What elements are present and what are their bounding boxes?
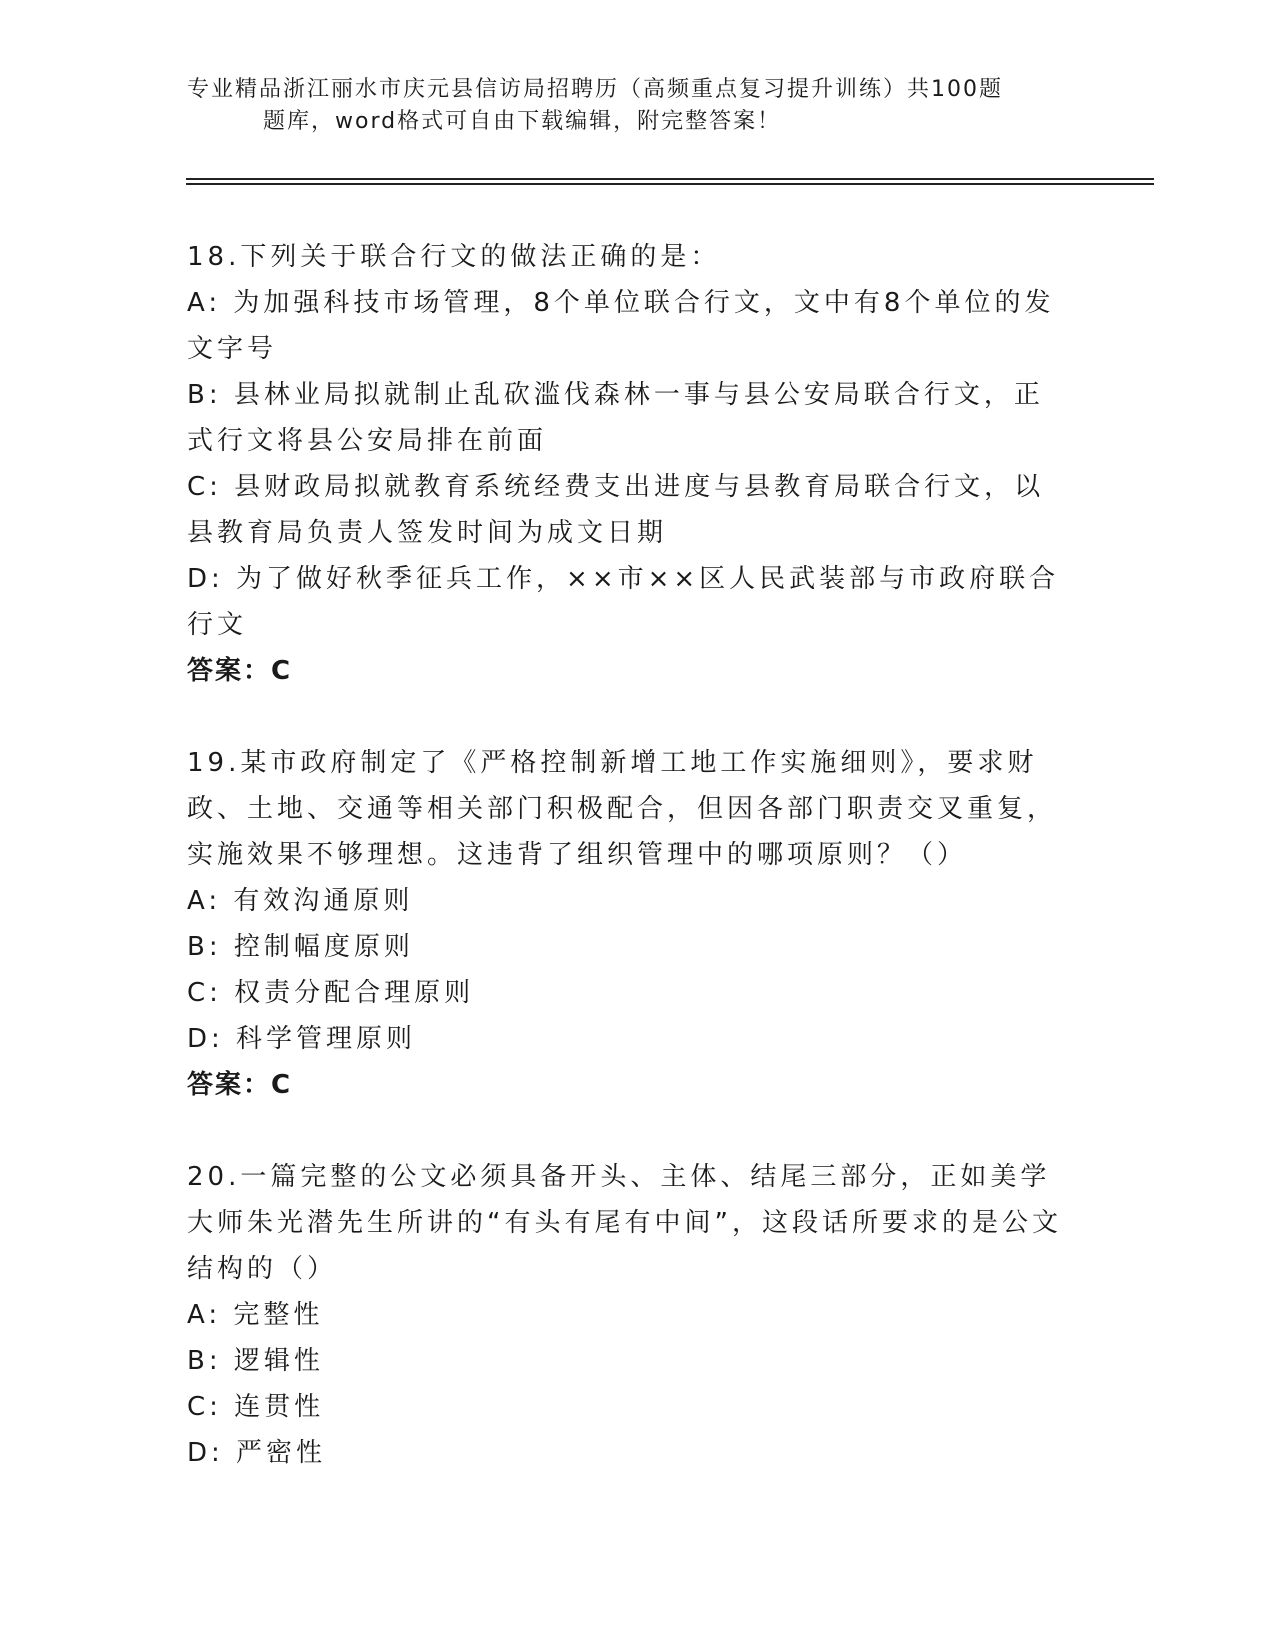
question-text: 20.一篇完整的公文必须具备开头、主体、结尾三部分，正如美学大师朱光潜先生所讲的“有头有尾有中间”，这段话所要求的是公文结构的（）: [187, 1162, 1062, 1284]
document-header: [187, 74, 1047, 138]
option-c: C: 连贯性: [187, 1392, 325, 1422]
header-line-1: 专业精品浙江丽水市庆元县信访局招聘历（高频重点复习提升训练）共100题: [187, 77, 1003, 102]
option-a: A: 有效沟通原则: [187, 886, 414, 916]
question-text: 18.下列关于联合行文的做法正确的是：: [187, 242, 721, 272]
question-20: [187, 1154, 1067, 1476]
option-d: D: 科学管理原则: [187, 1024, 417, 1054]
question-19: [187, 740, 1067, 1108]
option-a: A: 完整性: [187, 1300, 324, 1330]
option-c: C: 县财政局拟就教育系统经费支出进度与县教育局联合行文，以县教育局负责人签发时间为成文日期: [187, 472, 1045, 548]
question-list: [187, 234, 1067, 1522]
option-c: C: 权责分配合理原则: [187, 978, 475, 1008]
answer: 答案：C: [187, 656, 293, 686]
question-text: 19.某市政府制定了《严格控制新增工地工作实施细则》，要求财政、土地、交通等相关部门积极配合，但因各部门职责交叉重复，实施效果不够理想。这违背了组织管理中的哪项原则？（）: [187, 748, 1058, 870]
option-d: D: 严密性: [187, 1438, 327, 1468]
header-divider-top: [186, 178, 1154, 180]
answer: 答案：C: [187, 1070, 293, 1100]
option-b: B: 逻辑性: [187, 1346, 324, 1376]
option-a: A: 为加强科技市场管理，8个单位联合行文，文中有8个单位的发文字号: [187, 288, 1055, 364]
header-line-2: 题库，word格式可自由下载编辑，附完整答案！: [263, 109, 782, 134]
option-b: B: 控制幅度原则: [187, 932, 414, 962]
option-d: D: 为了做好秋季征兵工作，××市××区人民武装部与市政府联合行文: [187, 564, 1060, 640]
option-b: B: 县林业局拟就制止乱砍滥伐森林一事与县公安局联合行文，正式行文将县公安局排在前面: [187, 380, 1044, 456]
question-18: [187, 234, 1067, 694]
header-divider-bottom: [186, 183, 1154, 185]
